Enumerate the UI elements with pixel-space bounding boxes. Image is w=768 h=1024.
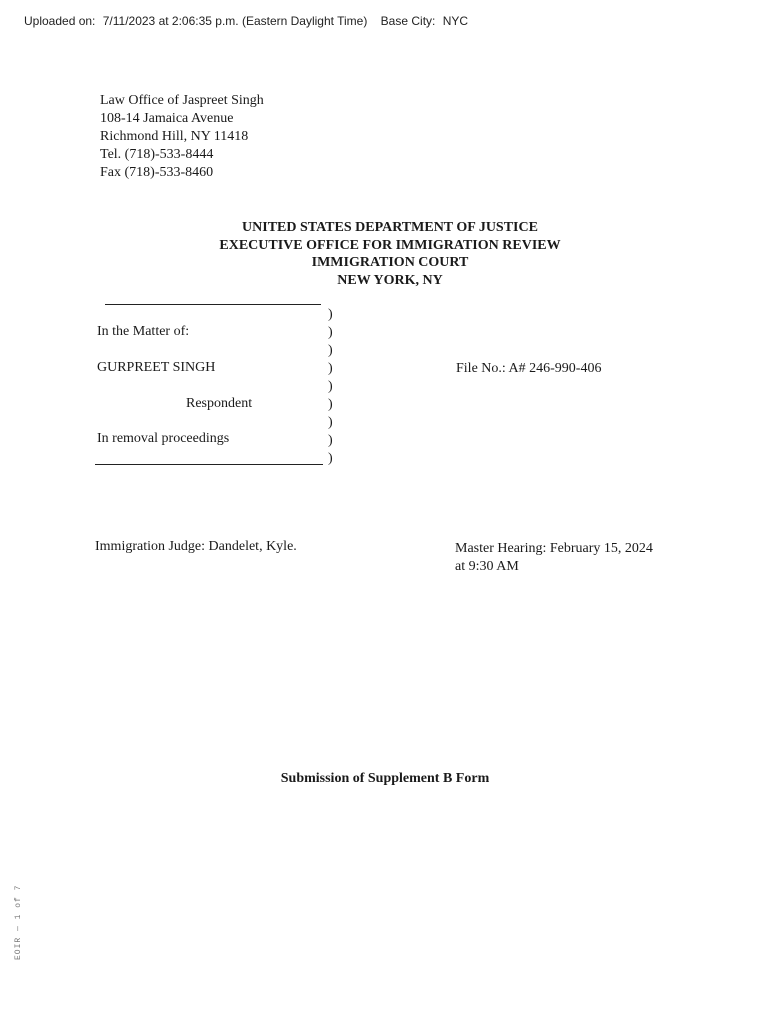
paren: ) xyxy=(328,361,333,376)
upload-label: Uploaded on: xyxy=(24,14,96,28)
court-header-line: UNITED STATES DEPARTMENT OF JUSTICE xyxy=(242,220,538,235)
paren: ) xyxy=(328,307,333,322)
court-header-line: IMMIGRATION COURT xyxy=(311,255,469,270)
upload-datetime: 7/11/2023 at 2:06:35 p.m. (Eastern Daylight Time) xyxy=(102,14,368,28)
upload-info-bar xyxy=(24,14,472,28)
paren: ) xyxy=(328,379,333,394)
proceedings-label: In removal proceedings xyxy=(97,431,230,446)
address-line: Fax (718)-533-8460 xyxy=(100,165,214,180)
paren: ) xyxy=(328,415,333,430)
address-line: Richmond Hill, NY 11418 xyxy=(100,129,249,144)
paren: ) xyxy=(328,451,333,466)
matter-label: In the Matter of: xyxy=(97,324,190,339)
paren: ) xyxy=(328,325,333,340)
respondent-name: GURPREET SINGH xyxy=(97,360,216,375)
address-line: Tel. (718)-533-8444 xyxy=(100,147,214,162)
case-caption xyxy=(95,296,335,468)
court-header-line: NEW YORK, NY xyxy=(337,272,443,288)
court-header xyxy=(0,219,768,289)
hearing-time: at 9:30 AM xyxy=(455,559,519,574)
paren: ) xyxy=(328,433,333,448)
document-title-text: Submission of Supplement B Form xyxy=(280,771,490,786)
address-line: 108-14 Jamaica Avenue xyxy=(100,111,234,126)
base-city-label: Base City: xyxy=(380,14,436,28)
base-city-value: NYC xyxy=(442,14,469,28)
paren: ) xyxy=(328,343,333,358)
hearing-date: Master Hearing: February 15, 2024 xyxy=(455,541,653,556)
caption-parentheses xyxy=(328,306,333,468)
paren: ) xyxy=(328,397,333,412)
file-number: File No.: A# 246-990-406 xyxy=(456,361,602,376)
page-stamp: EOIR — 1 of 7 xyxy=(14,884,23,960)
court-header-line: EXECUTIVE OFFICE FOR IMMIGRATION REVIEW xyxy=(219,237,561,253)
caption-top-rule xyxy=(105,304,321,305)
master-hearing xyxy=(455,540,653,576)
respondent-label: Respondent xyxy=(186,396,253,411)
caption-bottom-rule xyxy=(95,464,323,465)
address-line: Law Office of Jaspreet Singh xyxy=(100,93,264,108)
law-office-address xyxy=(100,92,264,182)
immigration-judge: Immigration Judge: Dandelet, Kyle. xyxy=(95,539,297,554)
document-title xyxy=(0,771,768,787)
